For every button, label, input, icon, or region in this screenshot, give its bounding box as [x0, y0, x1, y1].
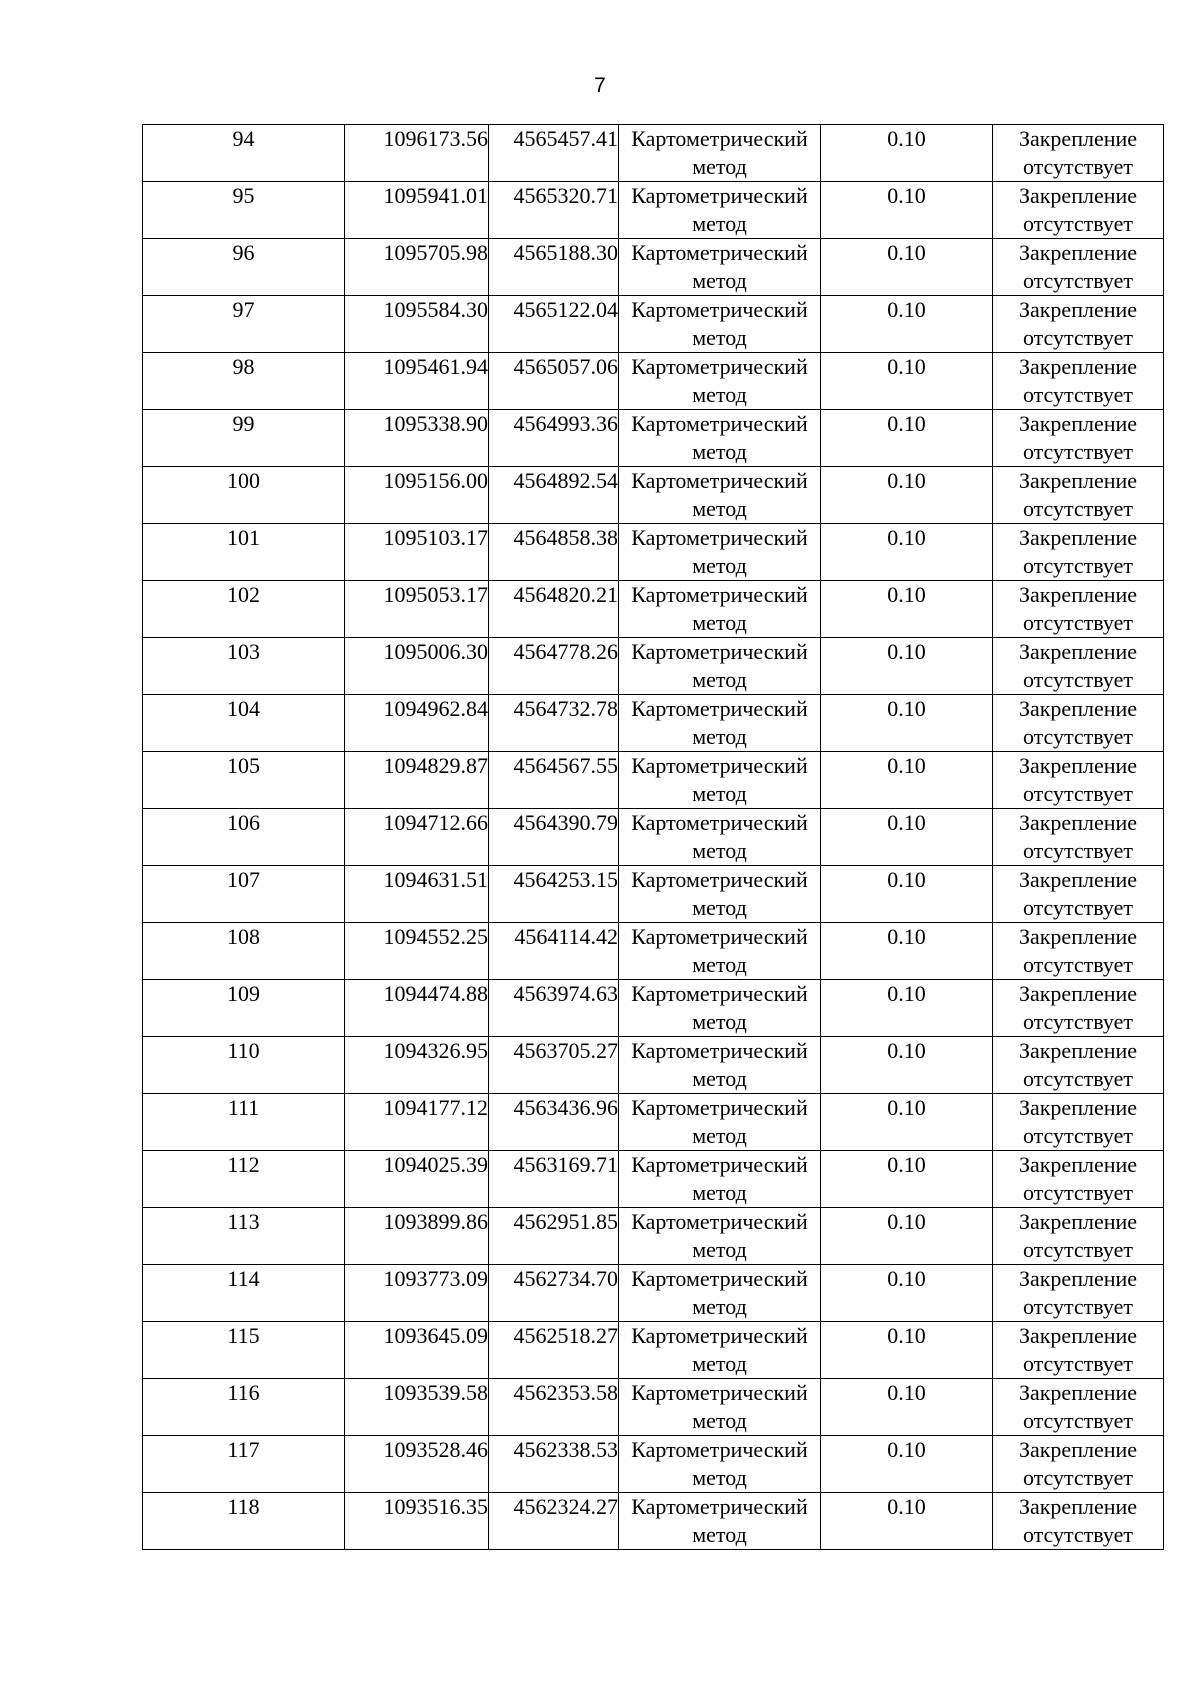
y-coordinate-cell: 4563436.96 — [489, 1094, 619, 1151]
fixing-line-1: Закрепление — [1018, 354, 1138, 379]
x-coordinate-cell: 1094712.66 — [345, 809, 489, 866]
method-cell — [619, 1151, 821, 1208]
fixing-line-2: отсутствует — [1022, 1066, 1134, 1091]
fixing-cell — [993, 410, 1164, 467]
accuracy-cell: 0.10 — [821, 581, 993, 638]
method-line-1: Картометрический — [631, 126, 808, 151]
point-number-cell: 96 — [143, 239, 345, 296]
point-number-cell: 111 — [143, 1094, 345, 1151]
accuracy-cell: 0.10 — [821, 467, 993, 524]
method-line-1: Картометрический — [631, 696, 808, 721]
method-line-1: Картометрический — [631, 354, 808, 379]
accuracy-cell: 0.10 — [821, 1379, 993, 1436]
fixing-line-1: Закрепление — [1018, 867, 1138, 892]
method-line-2: метод — [692, 553, 747, 578]
table-row — [143, 1265, 1164, 1322]
fixing-line-1: Закрепление — [1018, 1437, 1138, 1462]
method-line-1: Картометрический — [631, 1266, 808, 1291]
x-coordinate-cell: 1093899.86 — [345, 1208, 489, 1265]
fixing-cell — [993, 695, 1164, 752]
method-line-1: Картометрический — [631, 753, 808, 778]
accuracy-cell: 0.10 — [821, 1151, 993, 1208]
fixing-line-2: отсутствует — [1022, 1465, 1134, 1490]
fixing-line-2: отсутствует — [1022, 1123, 1134, 1148]
method-line-2: метод — [692, 1351, 747, 1376]
x-coordinate-cell: 1094631.51 — [345, 866, 489, 923]
accuracy-cell: 0.10 — [821, 923, 993, 980]
fixing-line-1: Закрепление — [1018, 1095, 1138, 1120]
method-line-1: Картометрический — [631, 1095, 808, 1120]
x-coordinate-cell: 1094177.12 — [345, 1094, 489, 1151]
fixing-cell — [993, 353, 1164, 410]
fixing-line-1: Закрепление — [1018, 525, 1138, 550]
y-coordinate-cell: 4565457.41 — [489, 125, 619, 182]
fixing-line-2: отсутствует — [1022, 1237, 1134, 1262]
fixing-cell — [993, 1322, 1164, 1379]
x-coordinate-cell: 1094552.25 — [345, 923, 489, 980]
accuracy-cell: 0.10 — [821, 1094, 993, 1151]
method-line-1: Картометрический — [631, 924, 808, 949]
fixing-cell — [993, 809, 1164, 866]
y-coordinate-cell: 4564858.38 — [489, 524, 619, 581]
table-row — [143, 581, 1164, 638]
accuracy-cell: 0.10 — [821, 410, 993, 467]
table-row — [143, 353, 1164, 410]
method-line-2: метод — [692, 1180, 747, 1205]
y-coordinate-cell: 4563705.27 — [489, 1037, 619, 1094]
x-coordinate-cell: 1095103.17 — [345, 524, 489, 581]
fixing-cell — [993, 1436, 1164, 1493]
method-line-1: Картометрический — [631, 582, 808, 607]
x-coordinate-cell: 1095053.17 — [345, 581, 489, 638]
fixing-cell — [993, 980, 1164, 1037]
y-coordinate-cell: 4564732.78 — [489, 695, 619, 752]
y-coordinate-cell: 4564993.36 — [489, 410, 619, 467]
method-cell — [619, 1265, 821, 1322]
method-line-1: Картометрический — [631, 1437, 808, 1462]
accuracy-cell: 0.10 — [821, 1037, 993, 1094]
accuracy-cell: 0.10 — [821, 182, 993, 239]
method-cell — [619, 581, 821, 638]
fixing-line-1: Закрепление — [1018, 981, 1138, 1006]
accuracy-cell: 0.10 — [821, 638, 993, 695]
method-line-2: метод — [692, 1237, 747, 1262]
point-number-cell: 106 — [143, 809, 345, 866]
method-line-1: Картометрический — [631, 183, 808, 208]
table-row — [143, 809, 1164, 866]
fixing-line-2: отсутствует — [1022, 496, 1134, 521]
table-row — [143, 923, 1164, 980]
fixing-line-2: отсутствует — [1022, 1408, 1134, 1433]
fixing-line-2: отсутствует — [1022, 610, 1134, 635]
method-line-1: Картометрический — [631, 240, 808, 265]
point-number-cell: 103 — [143, 638, 345, 695]
point-number-cell: 116 — [143, 1379, 345, 1436]
fixing-line-1: Закрепление — [1018, 1038, 1138, 1063]
fixing-cell — [993, 1265, 1164, 1322]
fixing-line-2: отсутствует — [1022, 1351, 1134, 1376]
y-coordinate-cell: 4565188.30 — [489, 239, 619, 296]
method-cell — [619, 923, 821, 980]
method-line-1: Картометрический — [631, 525, 808, 550]
y-coordinate-cell: 4562734.70 — [489, 1265, 619, 1322]
fixing-line-1: Закрепление — [1018, 411, 1138, 436]
x-coordinate-cell: 1095156.00 — [345, 467, 489, 524]
method-line-1: Картометрический — [631, 1038, 808, 1063]
fixing-line-1: Закрепление — [1018, 240, 1138, 265]
table-row — [143, 695, 1164, 752]
fixing-line-2: отсутствует — [1022, 895, 1134, 920]
method-line-2: метод — [692, 1465, 747, 1490]
method-cell — [619, 182, 821, 239]
point-number-cell: 113 — [143, 1208, 345, 1265]
accuracy-cell: 0.10 — [821, 980, 993, 1037]
y-coordinate-cell: 4564253.15 — [489, 866, 619, 923]
accuracy-cell: 0.10 — [821, 1493, 993, 1550]
fixing-cell — [993, 581, 1164, 638]
fixing-line-1: Закрепление — [1018, 1152, 1138, 1177]
table-row — [143, 1037, 1164, 1094]
coordinates-table-body — [143, 125, 1164, 1550]
method-line-2: метод — [692, 1408, 747, 1433]
method-line-2: метод — [692, 382, 747, 407]
fixing-cell — [993, 467, 1164, 524]
table-row — [143, 1094, 1164, 1151]
method-cell — [619, 866, 821, 923]
method-line-2: метод — [692, 895, 747, 920]
table-row — [143, 182, 1164, 239]
method-line-2: метод — [692, 1066, 747, 1091]
y-coordinate-cell: 4565122.04 — [489, 296, 619, 353]
page-number: 7 — [594, 74, 606, 97]
accuracy-cell: 0.10 — [821, 809, 993, 866]
y-coordinate-cell: 4562951.85 — [489, 1208, 619, 1265]
method-line-1: Картометрический — [631, 1152, 808, 1177]
method-cell — [619, 1322, 821, 1379]
point-number-cell: 94 — [143, 125, 345, 182]
table-row — [143, 638, 1164, 695]
point-number-cell: 100 — [143, 467, 345, 524]
method-cell — [619, 125, 821, 182]
x-coordinate-cell: 1094474.88 — [345, 980, 489, 1037]
x-coordinate-cell: 1093773.09 — [345, 1265, 489, 1322]
method-line-2: метод — [692, 952, 747, 977]
method-cell — [619, 980, 821, 1037]
method-line-2: метод — [692, 781, 747, 806]
method-cell — [619, 1436, 821, 1493]
point-number-cell: 117 — [143, 1436, 345, 1493]
point-number-cell: 95 — [143, 182, 345, 239]
fixing-line-2: отсутствует — [1022, 553, 1134, 578]
point-number-cell: 107 — [143, 866, 345, 923]
fixing-line-2: отсутствует — [1022, 211, 1134, 236]
fixing-line-1: Закрепление — [1018, 1266, 1138, 1291]
fixing-line-2: отсутствует — [1022, 1522, 1134, 1547]
point-number-cell: 98 — [143, 353, 345, 410]
fixing-cell — [993, 182, 1164, 239]
x-coordinate-cell: 1093645.09 — [345, 1322, 489, 1379]
fixing-line-1: Закрепление — [1018, 1209, 1138, 1234]
accuracy-cell: 0.10 — [821, 524, 993, 581]
table-row — [143, 410, 1164, 467]
fixing-line-1: Закрепление — [1018, 1380, 1138, 1405]
point-number-cell: 104 — [143, 695, 345, 752]
point-number-cell: 109 — [143, 980, 345, 1037]
x-coordinate-cell: 1093528.46 — [345, 1436, 489, 1493]
fixing-cell — [993, 125, 1164, 182]
fixing-line-2: отсутствует — [1022, 154, 1134, 179]
fixing-line-2: отсутствует — [1022, 838, 1134, 863]
y-coordinate-cell: 4562338.53 — [489, 1436, 619, 1493]
point-number-cell: 110 — [143, 1037, 345, 1094]
point-number-cell: 99 — [143, 410, 345, 467]
x-coordinate-cell: 1094962.84 — [345, 695, 489, 752]
x-coordinate-cell: 1095705.98 — [345, 239, 489, 296]
fixing-line-1: Закрепление — [1018, 1494, 1138, 1519]
fixing-line-1: Закрепление — [1018, 924, 1138, 949]
y-coordinate-cell: 4565320.71 — [489, 182, 619, 239]
fixing-cell — [993, 1094, 1164, 1151]
y-coordinate-cell: 4564892.54 — [489, 467, 619, 524]
method-line-2: метод — [692, 667, 747, 692]
fixing-cell — [993, 1493, 1164, 1550]
x-coordinate-cell: 1093516.35 — [345, 1493, 489, 1550]
fixing-line-2: отсутствует — [1022, 1294, 1134, 1319]
x-coordinate-cell: 1095338.90 — [345, 410, 489, 467]
fixing-line-1: Закрепление — [1018, 639, 1138, 664]
fixing-line-2: отсутствует — [1022, 268, 1134, 293]
method-cell — [619, 353, 821, 410]
table-row — [143, 296, 1164, 353]
method-line-2: метод — [692, 724, 747, 749]
fixing-cell — [993, 524, 1164, 581]
method-line-2: метод — [692, 496, 747, 521]
fixing-cell — [993, 1151, 1164, 1208]
accuracy-cell: 0.10 — [821, 1436, 993, 1493]
fixing-cell — [993, 296, 1164, 353]
fixing-line-2: отсутствует — [1022, 781, 1134, 806]
method-line-2: метод — [692, 1522, 747, 1547]
fixing-line-2: отсутствует — [1022, 382, 1134, 407]
table-row — [143, 980, 1164, 1037]
method-line-2: метод — [692, 838, 747, 863]
fixing-cell — [993, 1037, 1164, 1094]
point-number-cell: 97 — [143, 296, 345, 353]
fixing-line-2: отсутствует — [1022, 1009, 1134, 1034]
fixing-line-1: Закрепление — [1018, 126, 1138, 151]
table-row — [143, 1151, 1164, 1208]
fixing-line-2: отсутствует — [1022, 325, 1134, 350]
point-number-cell: 118 — [143, 1493, 345, 1550]
fixing-line-2: отсутствует — [1022, 952, 1134, 977]
method-line-1: Картометрический — [631, 297, 808, 322]
method-line-2: метод — [692, 325, 747, 350]
fixing-cell — [993, 1208, 1164, 1265]
fixing-line-1: Закрепление — [1018, 810, 1138, 835]
point-number-cell: 108 — [143, 923, 345, 980]
method-cell — [619, 695, 821, 752]
method-line-2: метод — [692, 268, 747, 293]
y-coordinate-cell: 4564820.21 — [489, 581, 619, 638]
x-coordinate-cell: 1095584.30 — [345, 296, 489, 353]
method-line-2: метод — [692, 1294, 747, 1319]
fixing-cell — [993, 239, 1164, 296]
method-line-1: Картометрический — [631, 639, 808, 664]
table-row — [143, 1379, 1164, 1436]
coordinates-table — [142, 124, 1164, 1550]
method-cell — [619, 1094, 821, 1151]
method-line-1: Картометрический — [631, 1380, 808, 1405]
fixing-line-1: Закрепление — [1018, 1323, 1138, 1348]
table-row — [143, 239, 1164, 296]
point-number-cell: 115 — [143, 1322, 345, 1379]
table-row — [143, 524, 1164, 581]
accuracy-cell: 0.10 — [821, 1322, 993, 1379]
method-cell — [619, 239, 821, 296]
fixing-line-1: Закрепление — [1018, 696, 1138, 721]
accuracy-cell: 0.10 — [821, 353, 993, 410]
accuracy-cell: 0.10 — [821, 1208, 993, 1265]
method-line-2: метод — [692, 610, 747, 635]
accuracy-cell: 0.10 — [821, 752, 993, 809]
fixing-line-2: отсутствует — [1022, 439, 1134, 464]
fixing-cell — [993, 638, 1164, 695]
fixing-cell — [993, 866, 1164, 923]
table-row — [143, 467, 1164, 524]
method-cell — [619, 638, 821, 695]
method-line-1: Картометрический — [631, 981, 808, 1006]
method-cell — [619, 467, 821, 524]
method-line-1: Картометрический — [631, 468, 808, 493]
method-cell — [619, 296, 821, 353]
method-line-1: Картометрический — [631, 1209, 808, 1234]
y-coordinate-cell: 4564114.42 — [489, 923, 619, 980]
method-cell — [619, 1379, 821, 1436]
method-cell — [619, 524, 821, 581]
y-coordinate-cell: 4563169.71 — [489, 1151, 619, 1208]
table-row — [143, 125, 1164, 182]
fixing-cell — [993, 1379, 1164, 1436]
x-coordinate-cell: 1094025.39 — [345, 1151, 489, 1208]
y-coordinate-cell: 4563974.63 — [489, 980, 619, 1037]
y-coordinate-cell: 4565057.06 — [489, 353, 619, 410]
accuracy-cell: 0.10 — [821, 125, 993, 182]
method-line-2: метод — [692, 439, 747, 464]
fixing-line-1: Закрепление — [1018, 468, 1138, 493]
method-line-1: Картометрический — [631, 867, 808, 892]
point-number-cell: 102 — [143, 581, 345, 638]
y-coordinate-cell: 4562324.27 — [489, 1493, 619, 1550]
point-number-cell: 114 — [143, 1265, 345, 1322]
method-line-2: метод — [692, 1123, 747, 1148]
fixing-cell — [993, 752, 1164, 809]
point-number-cell: 112 — [143, 1151, 345, 1208]
method-line-1: Картометрический — [631, 1494, 808, 1519]
method-cell — [619, 752, 821, 809]
x-coordinate-cell: 1093539.58 — [345, 1379, 489, 1436]
fixing-line-2: отсутствует — [1022, 1180, 1134, 1205]
point-number-cell: 101 — [143, 524, 345, 581]
accuracy-cell: 0.10 — [821, 695, 993, 752]
x-coordinate-cell: 1095461.94 — [345, 353, 489, 410]
method-line-1: Картометрический — [631, 1323, 808, 1348]
accuracy-cell: 0.10 — [821, 239, 993, 296]
y-coordinate-cell: 4564390.79 — [489, 809, 619, 866]
x-coordinate-cell: 1094829.87 — [345, 752, 489, 809]
method-line-1: Картометрический — [631, 810, 808, 835]
fixing-cell — [993, 923, 1164, 980]
y-coordinate-cell: 4564778.26 — [489, 638, 619, 695]
x-coordinate-cell: 1095006.30 — [345, 638, 489, 695]
fixing-line-1: Закрепление — [1018, 183, 1138, 208]
table-row — [143, 1322, 1164, 1379]
y-coordinate-cell: 4564567.55 — [489, 752, 619, 809]
method-line-1: Картометрический — [631, 411, 808, 436]
table-row — [143, 866, 1164, 923]
fixing-line-1: Закрепление — [1018, 582, 1138, 607]
accuracy-cell: 0.10 — [821, 1265, 993, 1322]
table-row — [143, 752, 1164, 809]
accuracy-cell: 0.10 — [821, 296, 993, 353]
table-row — [143, 1436, 1164, 1493]
y-coordinate-cell: 4562518.27 — [489, 1322, 619, 1379]
method-line-2: метод — [692, 154, 747, 179]
method-cell — [619, 809, 821, 866]
x-coordinate-cell: 1096173.56 — [345, 125, 489, 182]
method-cell — [619, 1037, 821, 1094]
method-line-2: метод — [692, 1009, 747, 1034]
y-coordinate-cell: 4562353.58 — [489, 1379, 619, 1436]
fixing-line-1: Закрепление — [1018, 753, 1138, 778]
table-row — [143, 1208, 1164, 1265]
method-cell — [619, 1493, 821, 1550]
method-line-2: метод — [692, 211, 747, 236]
x-coordinate-cell: 1095941.01 — [345, 182, 489, 239]
fixing-line-2: отсутствует — [1022, 724, 1134, 749]
table-row — [143, 1493, 1164, 1550]
fixing-line-1: Закрепление — [1018, 297, 1138, 322]
x-coordinate-cell: 1094326.95 — [345, 1037, 489, 1094]
fixing-line-2: отсутствует — [1022, 667, 1134, 692]
method-cell — [619, 410, 821, 467]
accuracy-cell: 0.10 — [821, 866, 993, 923]
method-cell — [619, 1208, 821, 1265]
point-number-cell: 105 — [143, 752, 345, 809]
